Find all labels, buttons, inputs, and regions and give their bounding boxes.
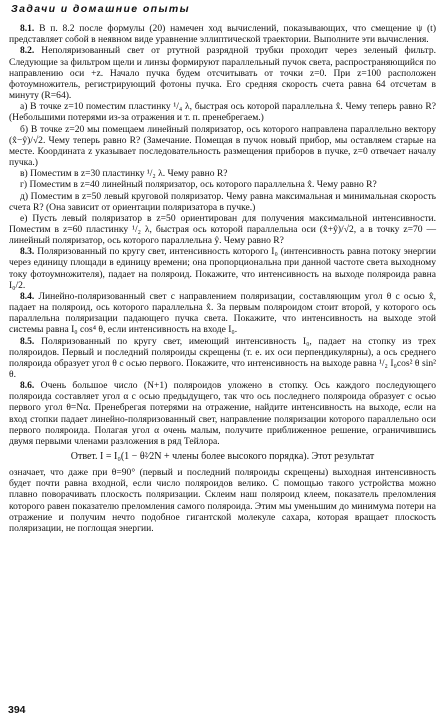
problem-text: г) Поместим в z=40 линейный поляризатор, ось которого параллельна x̂. Чему равно R? [20,179,377,191]
problem-paragraph [9,23,436,45]
problem-text: Поляризованный по кругу свет, имеющий интенсивность I₀, падает на стопку из трех поляроидов. Первый и последний поляроиды скрещены (т. е. их оси перпендикулярны), а ось среднего поляроида образует угол θ с осью первого. Покажите, что интенсивность на выходе равна ¹/₂ I₀cos² θ sin² θ. [9,335,436,380]
problem-number: 8.5. [20,335,35,347]
problem-text: д) Поместим в z=50 левый круговой поляризатор. Чему равна максимальная и минимальная скорость счета R? (Она зависит от ориентации поляризатора в пучке.) [9,190,436,213]
problem-paragraph [9,336,436,381]
problem-text: а) В точке z=10 поместим пластинку ¹/₄ λ, быстрая ось которой параллельна x̂. Чему теперь равно R? (Небольшими потерями из-за отражения и т. п. пренебрегаем.) [9,101,436,124]
problem-paragraph [9,179,436,190]
problem-number: 8.1. [20,23,35,35]
problem-text: е) Пусть левый поляризатор в z=50 ориентирован для получения максимальной интенсивности. Поместим в z=60 пластинку ¹/₂ λ, быстрая ось которой параллельна оси (x̂+ŷ)/√2, а в точку z=70 — линейный поляризатор, ось которого параллельна ŷ. Чему равно R? [9,212,436,247]
problem-paragraph [9,291,436,336]
problem-text: в) Поместим в z=30 пластинку ¹/₂ λ. Чему равно R? [20,168,228,180]
problem-paragraph [9,380,436,447]
problem-paragraph [9,45,436,101]
problem-text: б) В точке z=20 мы помещаем линейный поляризатор, ось которого направлена параллельно вектору (x̂−ŷ)/√2. Чему теперь равно R? (Замечание. Помещая в пучок новый прибор, мы оставляем старые на месте. Координата z указывает последовательность размещения приборов в пучке, z=0 отвечает началу пучка.) [9,123,436,169]
problem-paragraph [9,124,436,169]
problems-list [9,23,436,447]
problem-paragraph [9,191,436,213]
page-number: 394 [8,703,26,716]
answer-label: Ответ. [70,451,98,463]
problem-text: В п. 8.2 после формулы (20) намечен ход вычислений, показывающих, что смещение ψ (t) представляет собой в неявном виде уравнение эллиптической траектории. Выполните эти вычисления. [9,23,436,46]
problem-text: Очень большое число (N+1) поляроидов уложено в стопку. Ось каждого последующего поляроида составляет угол α с осью предыдущего, так что ось последнего поляроида образует с осью первого угол θ=Nα. Пренебрегая потерями на отражение, найдите интенсивность на выходе, если на вход стопки падает линейно-поляризованный свет, направление поляризации которого параллельно оси первого поляроида. Полагая угол α очень малым, получите приближенное решение, ограничившись двумя первыми членами разложения в ряд Тейлора. [9,380,436,447]
problem-number: 8.4. [20,290,35,302]
problem-text: Линейно-поляризованный свет с направлением поляризации, составляющим угол θ с осью x̂, падает на поляроид, ось которого параллельна x̂. За первым поляроидом стоит второй, у которого ось параллельна поляризации падающего пучка света. Покажите, что интенсивность на выходе этой системы равна I₀ cos⁴ θ, если интенсивность на входе I₀. [9,290,436,336]
section-header: Задачи и домашние опыты [11,3,190,15]
answer-explanation: означает, что даже при θ=90° (первый и последний поляроиды скрещены) выходная интенсивность будет почти равна входной, если число поляроидов велико. С помощью такого устройства можно плавно поворачивать плоскость поляризации. Склеим наш поляроид клеем, показатель преломления которого равен показателю преломления самого поляроида. Этим мы уменьшим до минимума потери на отражение и получим нечто подобное гигантской молекуле сахара, которая вращает плоскость поляризации, не поглощая энергии. [9,467,436,534]
problem-paragraph [9,246,436,291]
answer-formula-right: . Этот результат [306,451,375,463]
problem-paragraph [9,168,436,179]
problem-text: Неполяризованный свет от ртутной разрядной трубки проходит через зеленый фильтр. Следующие за фильтром щели и линзы формируют параллельный пучок света, распространяющийся по направлению оси +z. Начало пучка будем отсчитывать от точки z=0. При z=100 расположен фотоумножитель, регистрирующий фотоны пучка. Его средняя скорость счета равна 64 отсчетам в минуту (R=64). [9,45,436,102]
answer-formula [9,450,436,464]
problem-paragraph [9,101,436,123]
problem-paragraph [9,213,436,246]
problem-number: 8.2. [20,45,35,57]
problem-number: 8.6. [20,380,35,392]
problem-number: 8.3. [20,246,35,258]
answer-formula-left: I = I₀ [100,451,121,463]
problem-text: Поляризованный по кругу свет, интенсивность которого I₀ (интенсивность равна потоку энергии через единицу площади в единицу времени; она пропорциональна при данной частоте света выходному току фотоумножителя), падает на поляроид. Покажите, что интенсивность на выходе поляроида равна I₀/2. [9,246,436,291]
answer-formula-body: (1 − θ²⁄2N + члены более высокого порядка) [120,451,307,463]
